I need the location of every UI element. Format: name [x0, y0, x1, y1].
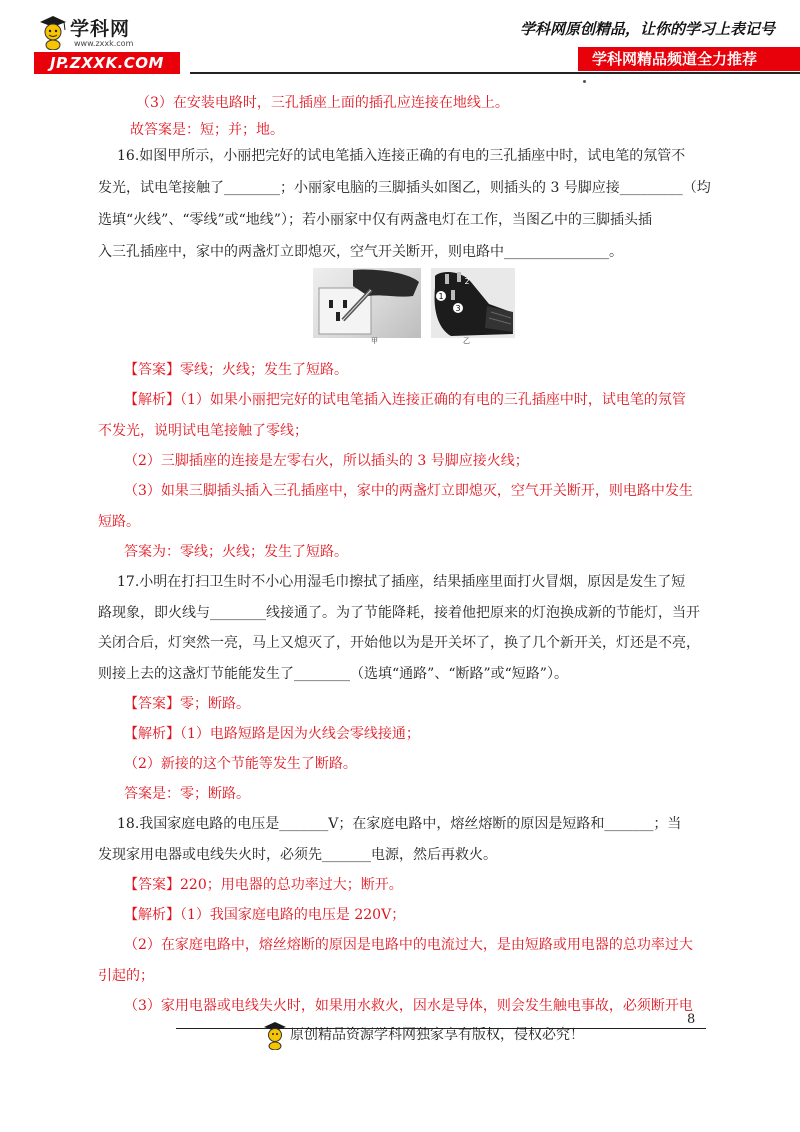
analysis-tag: 【解析】: [124, 726, 180, 742]
analysis-tag: 【解析】: [124, 907, 180, 923]
question-17-line: 17.小明在打扫卫生时不小心用湿毛巾擦拭了插座，结果插座里面打火冒烟，原因是发生了短: [117, 574, 686, 590]
question-17-line: 关闭合后，灯突然一亮，马上又熄灭了，开始他以为是开关坏了，换了几个新开关，灯还是不亮，: [98, 635, 700, 651]
answer-line: 【答案】零；断路。: [124, 696, 250, 712]
header-banner: 学科网精品频道全力推荐: [578, 47, 800, 71]
tester-pen-image: [313, 268, 421, 338]
mascot-icon: [38, 14, 68, 50]
text-line: 故答案是：短；并；地。: [130, 122, 284, 138]
question-16-line: 发光，试电笔接触了________；小丽家电脑的三脚插头如图乙，则插头的 3 号脚应接_________（均: [98, 180, 711, 196]
analysis-line: 短路。: [98, 514, 140, 530]
figure-label-a: 甲: [371, 337, 378, 345]
header-dot: [583, 80, 586, 83]
analysis-line: （3）如果三脚插头插入三孔插座中，家中的两盏灯立即熄灭，空气开关断开，则电路中发生: [124, 483, 693, 499]
three-pin-plug-image: [431, 268, 515, 338]
pin-label-3: 3: [455, 304, 461, 313]
pin-label-1: 1: [438, 292, 444, 301]
header-divider: [190, 72, 800, 74]
answer-summary-line: 答案为：零线；火线；发生了短路。: [124, 544, 348, 560]
analysis-line: （2）新接的这个节能等发生了断路。: [124, 756, 357, 772]
analysis-line: 引起的；: [98, 968, 154, 984]
answer-tag: 【答案】: [124, 877, 180, 893]
answer-line: 【答案】220；用电器的总功率过大；断开。: [124, 877, 403, 893]
answer-summary-line: 答案是：零；断路。: [124, 786, 250, 802]
analysis-line: （3）家用电器或电线失火时，如果用水救火，因水是导体，则会发生触电事故，必须断开电: [124, 998, 693, 1014]
analysis-line: 【解析】（1）如果小丽把完好的试电笔插入连接正确的有电的三孔插座中时，试电笔的氖管: [124, 392, 686, 408]
analysis-line: 【解析】（1）我国家庭电路的电压是 220V；: [124, 907, 406, 923]
footer-mascot-icon: [262, 1020, 288, 1050]
analysis-tag: 【解析】: [124, 392, 180, 408]
analysis-line: 【解析】（1）电路短路是因为火线会零线接通；: [124, 726, 420, 742]
logo-title: 学科网: [70, 18, 131, 40]
photo-three-pin-plug: [431, 268, 515, 338]
question-17-line: 路现象，即火线与________线接通了。为了节能降耗，接着他把原来的灯泡换成新的节能灯，当开: [98, 605, 700, 621]
logo-domain: JP.ZXXK.COM: [34, 52, 180, 74]
footer-copyright: 原创精品资源学科网独家享有版权，侵权必究！: [290, 1027, 584, 1043]
analysis-line: 不发光，说明试电笔接触了零线；: [98, 423, 308, 439]
answer-line: 【答案】零线；火线；发生了短路。: [124, 362, 348, 378]
answer-tag: 【答案】: [124, 362, 180, 378]
text-line: （3）在安装电路时，三孔插座上面的插孔应连接在地线上。: [136, 95, 509, 111]
logo-url: www.zxxk.com: [74, 39, 134, 48]
question-16-line: 16.如图甲所示，小丽把完好的试电笔插入连接正确的有电的三孔插座中时，试电笔的氖管不: [117, 148, 686, 164]
question-18-line: 18.我国家庭电路的电压是_______V；在家庭电路中，熔丝熔断的原因是短路和_______；当: [117, 816, 682, 832]
question-16-line: 入三孔插座中，家中的两盏灯立即熄灭，空气开关断开，则电路中_______________。: [98, 244, 623, 260]
page-number: 8: [687, 1012, 696, 1027]
question-16-line: 选填“火线”、“零线”或“地线”）；若小丽家中仅有两盏电灯在工作，当图乙中的三脚插头插: [98, 212, 652, 228]
page-header: [0, 0, 800, 80]
pin-label-2: 2: [464, 277, 470, 286]
question-18-line: 发现家用电器或电线失火时，必须先_______电源，然后再救火。: [98, 847, 497, 863]
analysis-line: （2）三脚插座的连接是左零右火，所以插头的 3 号脚应接火线；: [124, 453, 529, 469]
figure-plug-socket: [313, 268, 518, 344]
answer-tag: 【答案】: [124, 696, 180, 712]
figure-label-b: 乙: [463, 337, 470, 345]
question-17-line: 则接上去的这盏灯节能能发生了________（选填“通路”、“断路”或“短路”）。: [98, 666, 568, 682]
analysis-line: （2）在家庭电路中，熔丝熔断的原因是电路中的电流过大，是由短路或用电器的总功率过大: [124, 937, 693, 953]
site-logo[interactable]: [30, 12, 190, 74]
photo-tester-pen: [313, 268, 421, 338]
header-slogan: 学科网原创精品，让你的学习上表记号: [520, 20, 776, 38]
